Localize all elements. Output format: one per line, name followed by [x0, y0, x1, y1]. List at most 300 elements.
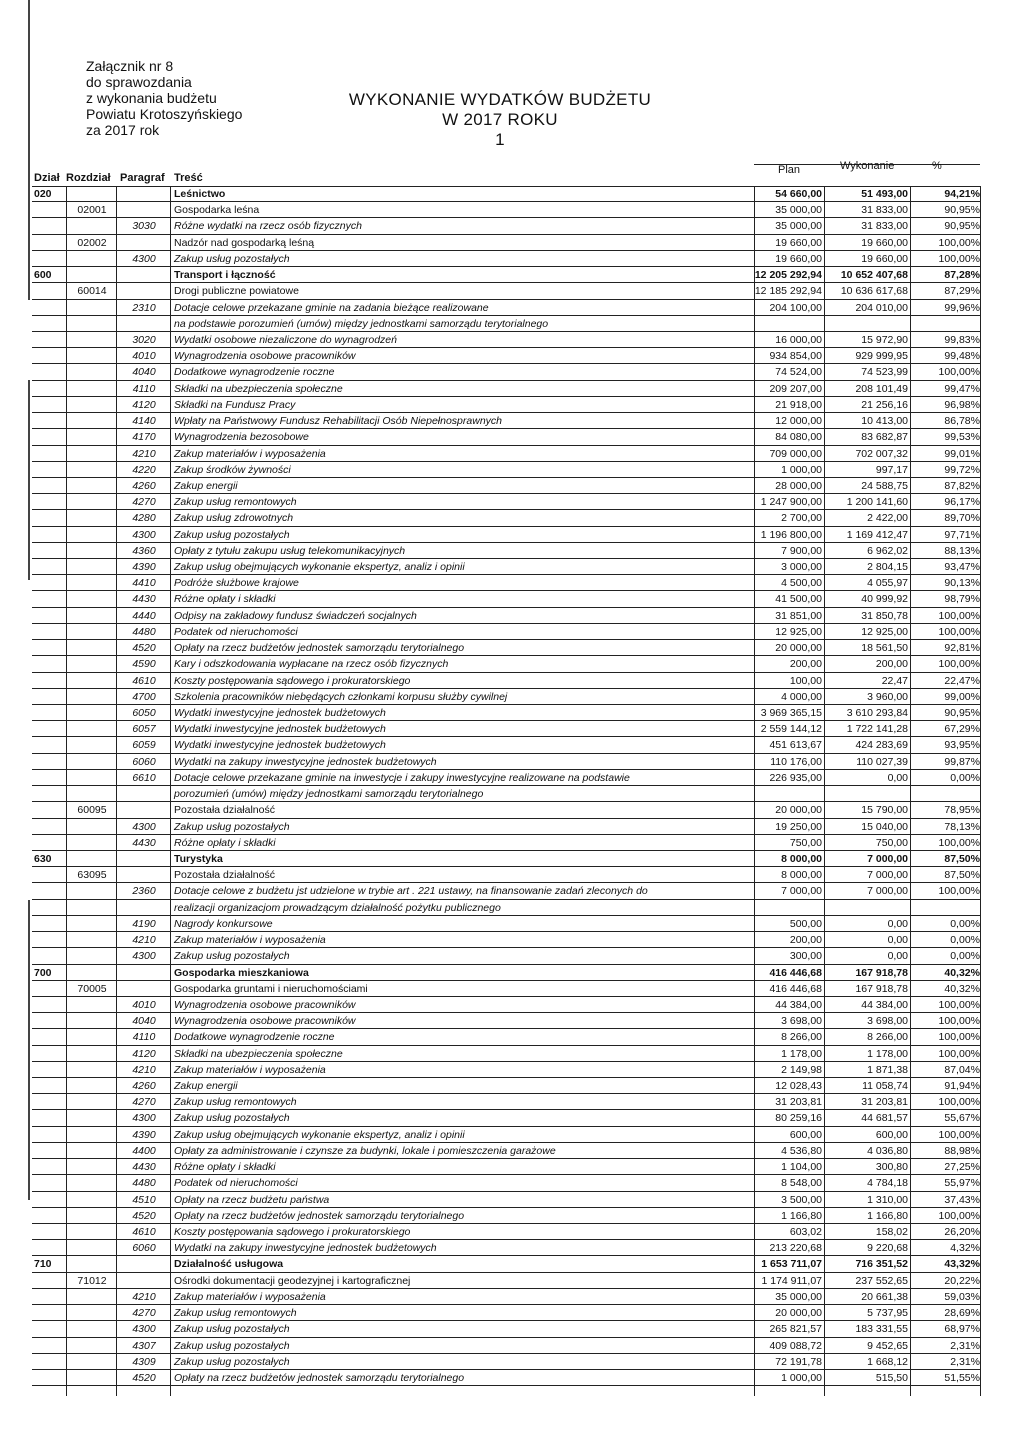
- plan-cell: 300,00: [789, 950, 822, 963]
- table-row: [32, 429, 980, 445]
- paragraf-cell: 4520: [132, 642, 156, 655]
- wykonanie-cell: 3 698,00: [867, 1015, 908, 1028]
- pct-cell: 22,47%: [944, 674, 980, 687]
- pct-cell: 91,94%: [944, 1080, 980, 1093]
- tresc-cell: Koszty postępowania sądowego i prokuratorskiego: [174, 1226, 411, 1238]
- plan-cell: 3 000,00: [781, 561, 822, 574]
- paragraf-cell: 4040: [132, 366, 156, 379]
- table-row: [32, 1305, 980, 1321]
- tresc-cell: Zakup materiałów i wyposażenia: [174, 1290, 326, 1303]
- tresc-cell: Zakup usług obejmujących wykonanie ekspertyz, analiz i opinii: [174, 561, 465, 574]
- col-header-tresc: Treść: [174, 172, 203, 184]
- wykonanie-cell: 0,00: [887, 950, 908, 963]
- tresc-cell: Wynagrodzenia osobowe pracowników: [174, 998, 356, 1011]
- wykonanie-cell: 7 000,00: [867, 885, 908, 898]
- pct-cell: 88,13%: [944, 544, 980, 557]
- tresc-cell: Zakup usług pozostałych: [174, 1355, 290, 1368]
- table-row: [32, 397, 980, 413]
- plan-cell: 7 000,00: [781, 885, 822, 898]
- pct-cell: 100,00%: [938, 658, 980, 671]
- paragraf-cell: 4430: [132, 1161, 156, 1174]
- wykonanie-cell: 83 682,87: [861, 431, 908, 444]
- table-row: [32, 1062, 980, 1078]
- tresc-cell: Zakup usług remontowych: [174, 1096, 297, 1109]
- tresc-cell: Pozostała działalność: [174, 869, 275, 882]
- binder-line: [28, 0, 30, 300]
- pct-cell: 96,98%: [944, 398, 980, 411]
- tresc-cell: Składki na ubezpieczenia społeczne: [174, 382, 343, 395]
- wykonanie-cell: 158,02: [875, 1226, 908, 1238]
- plan-cell: 44 384,00: [775, 998, 822, 1011]
- pct-cell: 86,78%: [944, 415, 980, 428]
- tresc-cell: Zakup energii: [174, 1080, 238, 1093]
- table-row: [32, 1289, 980, 1305]
- wykonanie-cell: 300,80: [875, 1161, 908, 1174]
- paragraf-cell: 4110: [132, 1031, 156, 1044]
- tresc-cell: Dodatkowe wynagrodzenie roczne: [174, 1031, 335, 1044]
- table-row: [32, 835, 980, 851]
- tresc-cell: Zakup usług zdrowotnych: [174, 512, 294, 525]
- tresc-cell: Szkolenia pracowników niebędących członkami korpusu służby cywilnej: [174, 690, 508, 703]
- tresc-cell: Opłaty na rzecz budżetów jednostek samorządu terytorialnego: [174, 1209, 465, 1222]
- wykonanie-cell: 183 331,55: [855, 1323, 908, 1336]
- table-row: [32, 997, 980, 1013]
- wykonanie-cell: 21 256,16: [861, 398, 908, 411]
- plan-cell: 226 935,00: [769, 771, 822, 784]
- pct-cell: 51,55%: [944, 1371, 980, 1384]
- tresc-cell: Wydatki inwestycyjne jednostek budżetowych: [174, 739, 386, 752]
- pct-cell: 100,00%: [938, 1096, 980, 1109]
- wykonanie-cell: 74 523,99: [861, 366, 908, 379]
- plan-cell: 709 000,00: [769, 447, 822, 460]
- wykonanie-cell: 3 960,00: [867, 690, 908, 703]
- dzial-cell: 700: [34, 966, 52, 979]
- paragraf-cell: 4040: [132, 1015, 156, 1028]
- table-row: [32, 1208, 980, 1224]
- table-row: [32, 1013, 980, 1029]
- table-row: [32, 1256, 980, 1272]
- plan-cell: 8 000,00: [781, 869, 822, 882]
- wykonanie-cell: 19 660,00: [861, 252, 908, 265]
- paragraf-cell: 4590: [132, 658, 156, 671]
- plan-cell: 1 178,00: [781, 1047, 822, 1060]
- plan-cell: 209 207,00: [769, 382, 822, 395]
- table-row: [32, 413, 980, 429]
- plan-cell: 204 100,00: [769, 301, 822, 314]
- pct-cell: 100,00%: [938, 1209, 980, 1222]
- table-row: [32, 981, 980, 997]
- pct-cell: 90,95%: [944, 220, 980, 233]
- paragraf-cell: 4440: [132, 609, 156, 622]
- pct-cell: 87,50%: [944, 852, 980, 865]
- paragraf-cell: 6060: [132, 755, 156, 768]
- plan-cell: 2 700,00: [781, 512, 822, 525]
- wykonanie-cell: 1 668,12: [867, 1355, 908, 1368]
- table-row: [32, 494, 980, 510]
- table-row: [32, 543, 980, 559]
- pct-cell: 55,67%: [944, 1112, 980, 1125]
- tresc-cell: Podatek od nieruchomości: [174, 625, 298, 638]
- tresc-cell: Zakup usług pozostałych: [174, 950, 290, 963]
- binder-line: [28, 380, 30, 580]
- table-row: [32, 1354, 980, 1370]
- wykonanie-cell: 11 058,74: [862, 1080, 908, 1093]
- plan-cell: 35 000,00: [775, 220, 822, 233]
- header-line: z wykonania budżetu: [86, 90, 217, 106]
- dzial-cell: 710: [34, 1258, 52, 1271]
- wykonanie-cell: 10 652 407,68: [840, 269, 908, 282]
- table-row: [32, 883, 980, 899]
- tresc-cell: Zakup usług pozostałych: [174, 1339, 290, 1352]
- pct-cell: 100,00%: [938, 625, 980, 638]
- table-row: [32, 348, 980, 364]
- table-row: [32, 786, 980, 802]
- plan-cell: 603,02: [789, 1226, 822, 1238]
- paragraf-cell: 4270: [132, 1307, 156, 1320]
- wykonanie-cell: 15 972,90: [861, 333, 908, 346]
- plan-cell: 2 559 144,12: [760, 723, 822, 736]
- paragraf-cell: 4260: [132, 1080, 156, 1093]
- tresc-cell: Zakup usług obejmujących wykonanie ekspertyz, analiz i opinii: [174, 1128, 465, 1141]
- plan-cell: 200,00: [789, 934, 822, 947]
- plan-cell: 54 660,00: [775, 188, 822, 200]
- wykonanie-cell: 5 737,95: [867, 1307, 908, 1320]
- paragraf-cell: 4300: [132, 820, 156, 833]
- table-row: [32, 235, 980, 251]
- rozdzial-cell: 02002: [77, 236, 107, 249]
- paragraf-cell: 4510: [132, 1193, 156, 1206]
- title-line: WYKONANIE WYDATKÓW BUDŻETU: [348, 90, 652, 109]
- plan-cell: 19 660,00: [775, 252, 822, 265]
- pct-cell: 27,25%: [944, 1161, 980, 1174]
- tresc-cell: Zakup materiałów i wyposażenia: [174, 1063, 326, 1076]
- pct-cell: 59,03%: [944, 1290, 980, 1303]
- tresc-cell: Różne opłaty i składki: [174, 836, 276, 849]
- wykonanie-cell: 4 784,18: [867, 1177, 908, 1190]
- plan-cell: 31 851,00: [775, 609, 822, 622]
- pct-cell: 55,97%: [944, 1177, 980, 1190]
- paragraf-cell: 4520: [132, 1209, 156, 1222]
- table-row: [32, 446, 980, 462]
- rozdzial-cell: 02001: [77, 204, 107, 217]
- paragraf-cell: 4700: [132, 690, 156, 703]
- table-row: [32, 754, 980, 770]
- plan-cell: 1 653 711,07: [761, 1258, 822, 1271]
- wykonanie-cell: 40 999,92: [861, 593, 908, 606]
- pct-cell: 90,13%: [944, 577, 980, 590]
- col-header-wykonanie: Wykonanie: [840, 160, 895, 172]
- tresc-cell: Dodatkowe wynagrodzenie roczne: [174, 366, 335, 379]
- wykonanie-cell: 716 351,52: [855, 1258, 908, 1271]
- wykonanie-cell: 18 561,50: [861, 642, 908, 655]
- pct-cell: 2,31%: [950, 1355, 980, 1368]
- tresc-cell: Transport i łączność: [174, 269, 276, 282]
- table-row: [32, 575, 980, 591]
- col-header-dzial: Dział: [34, 172, 60, 184]
- plan-cell: 100,00: [789, 674, 822, 687]
- table-row: [32, 1078, 980, 1094]
- pct-cell: 100,00%: [938, 1015, 980, 1028]
- wykonanie-cell: 2 804,15: [867, 561, 908, 574]
- wykonanie-cell: 1 310,00: [867, 1193, 908, 1206]
- plan-cell: 19 660,00: [775, 236, 822, 249]
- tresc-cell: Zakup środków żywności: [174, 463, 291, 476]
- tresc-cell: Dotacje celowe przekazane gminie na zadania bieżące realizowane: [174, 301, 489, 314]
- tresc-cell: Wydatki na zakupy inwestycyjne jednostek budżetowych: [174, 755, 437, 768]
- table-row: [32, 916, 980, 932]
- paragraf-cell: 4610: [132, 1226, 156, 1238]
- pct-cell: 78,13%: [944, 820, 980, 833]
- rozdzial-cell: 70005: [77, 982, 107, 995]
- paragraf-cell: 2360: [132, 885, 156, 898]
- pct-cell: 90,95%: [944, 204, 980, 217]
- plan-cell: 3 698,00: [781, 1015, 822, 1028]
- table-row: [32, 689, 980, 705]
- table-row: [32, 900, 980, 916]
- pct-cell: 100,00%: [938, 885, 980, 898]
- tresc-cell: Opłaty za administrowanie i czynsze za budynki, lokale i pomieszczenia garażowe: [174, 1144, 556, 1157]
- plan-cell: 41 500,00: [775, 593, 822, 606]
- tresc-cell: Wpłaty na Państwowy Fundusz Rehabilitacji Osób Niepełnosprawnych: [174, 415, 502, 428]
- table-row: [32, 478, 980, 494]
- wykonanie-cell: 9 452,65: [867, 1339, 908, 1352]
- tresc-cell: Zakup usług remontowych: [174, 1307, 297, 1320]
- tresc-cell: Zakup usług pozostałych: [174, 820, 290, 833]
- tresc-cell: Wydatki inwestycyjne jednostek budżetowych: [174, 723, 386, 736]
- pct-cell: 98,79%: [944, 593, 980, 606]
- paragraf-cell: 4190: [132, 917, 156, 930]
- table-row: [32, 965, 980, 981]
- paragraf-cell: 4120: [132, 398, 156, 411]
- plan-cell: 72 191,78: [775, 1355, 822, 1368]
- tresc-cell: Drogi publiczne powiatowe: [174, 285, 299, 298]
- paragraf-cell: 4220: [132, 463, 156, 476]
- table-row: [32, 656, 980, 672]
- title-line: W 2017 ROKU: [442, 110, 558, 129]
- wykonanie-cell: 200,00: [875, 658, 908, 671]
- tresc-cell: realizacji organizacjom prowadzącym działalność pożytku publicznego: [174, 901, 501, 914]
- tresc-cell: Zakup usług pozostałych: [174, 1323, 290, 1336]
- plan-cell: 8 000,00: [781, 852, 822, 865]
- pct-cell: 99,00%: [944, 690, 980, 703]
- tresc-cell: Dotacje celowe przekazane gminie na inwestycje i zakupy inwestycyjne realizowane na podstawie: [174, 771, 630, 784]
- table-row: [32, 770, 980, 786]
- pct-cell: 99,87%: [944, 755, 980, 768]
- table-row: [32, 1110, 980, 1126]
- pct-cell: 99,48%: [944, 350, 980, 363]
- paragraf-cell: 4270: [132, 1096, 156, 1109]
- paragraf-cell: 4430: [132, 836, 156, 849]
- expenditure-table: [32, 186, 980, 1386]
- table-row: [32, 381, 980, 397]
- pct-cell: 99,72%: [944, 463, 980, 476]
- paragraf-cell: 4120: [132, 1047, 156, 1060]
- paragraf-cell: 4309: [132, 1355, 156, 1368]
- pct-cell: 43,32%: [944, 1258, 980, 1271]
- table-row: [32, 1224, 980, 1240]
- table-row: [32, 591, 980, 607]
- pct-cell: 100,00%: [938, 836, 980, 849]
- table-row: [32, 1159, 980, 1175]
- wykonanie-cell: 515,50: [875, 1371, 908, 1384]
- table-row: [32, 1321, 980, 1337]
- tresc-cell: Wydatki osobowe niezaliczone do wynagrodzeń: [174, 333, 397, 346]
- paragraf-cell: 4170: [132, 431, 156, 444]
- tresc-cell: Dotacje celowe z budżetu jst udzielone w trybie art . 221 ustawy, na finansowanie zadań zleconych do: [174, 885, 648, 898]
- pct-cell: 28,69%: [944, 1307, 980, 1320]
- pct-cell: 96,17%: [944, 496, 980, 509]
- paragraf-cell: 4300: [132, 528, 156, 541]
- pct-cell: 99,01%: [944, 447, 980, 460]
- paragraf-cell: 4260: [132, 479, 156, 492]
- pct-cell: 99,47%: [944, 382, 980, 395]
- pct-cell: 88,98%: [944, 1144, 980, 1157]
- paragraf-cell: 4280: [132, 512, 156, 525]
- wykonanie-cell: 20 661,38: [861, 1290, 908, 1303]
- wykonanie-cell: 208 101,49: [855, 382, 908, 395]
- pct-cell: 89,70%: [944, 512, 980, 525]
- plan-cell: 600,00: [789, 1128, 822, 1141]
- table-row: [32, 867, 980, 883]
- paragraf-cell: 6059: [132, 739, 156, 752]
- pct-cell: 0,00%: [950, 771, 980, 784]
- plan-cell: 213 220,68: [769, 1242, 822, 1255]
- attachment-header: [86, 58, 242, 138]
- pct-cell: 100,00%: [938, 1047, 980, 1060]
- pct-cell: 87,04%: [944, 1063, 980, 1076]
- pct-cell: 93,47%: [944, 561, 980, 574]
- plan-cell: 21 918,00: [775, 398, 822, 411]
- plan-cell: 4 536,80: [781, 1144, 822, 1157]
- plan-cell: 451 613,67: [769, 739, 822, 752]
- plan-cell: 1 174 911,07: [761, 1274, 822, 1287]
- tresc-cell: Koszty postępowania sądowego i prokuratorskiego: [174, 674, 411, 687]
- paragraf-cell: 6057: [132, 723, 156, 736]
- paragraf-cell: 4410: [132, 577, 156, 590]
- wykonanie-cell: 7 000,00: [867, 852, 908, 865]
- wykonanie-cell: 1 871,38: [867, 1063, 908, 1076]
- wykonanie-cell: 204 010,00: [855, 301, 908, 314]
- plan-cell: 16 000,00: [775, 333, 822, 346]
- tresc-cell: porozumień (umów) między jednostkami samorządu terytorialnego: [174, 788, 484, 801]
- tresc-cell: Turystyka: [174, 852, 223, 865]
- wykonanie-cell: 9 220,68: [867, 1242, 908, 1255]
- tresc-cell: Zakup materiałów i wyposażenia: [174, 447, 326, 460]
- wykonanie-cell: 997,17: [875, 463, 908, 476]
- table-row: [32, 202, 980, 218]
- table-row: [32, 186, 980, 202]
- table-row: [32, 527, 980, 543]
- table-row: [32, 1370, 980, 1386]
- table-row: [32, 1029, 980, 1045]
- plan-cell: 12 000,00: [775, 415, 822, 428]
- tresc-cell: Zakup usług pozostałych: [174, 1112, 290, 1125]
- pct-cell: 99,96%: [944, 301, 980, 314]
- wykonanie-cell: 44 384,00: [861, 998, 908, 1011]
- pct-cell: 93,95%: [944, 739, 980, 752]
- pct-cell: 68,97%: [944, 1323, 980, 1336]
- plan-cell: 3 969 365,15: [760, 707, 822, 719]
- table-row: [32, 283, 980, 299]
- table-row: [32, 1175, 980, 1191]
- pct-cell: 87,28%: [944, 269, 980, 282]
- wykonanie-cell: 424 283,69: [855, 739, 908, 752]
- table-row: [32, 737, 980, 753]
- paragraf-cell: 3020: [132, 333, 156, 346]
- plan-cell: 4 500,00: [781, 577, 822, 590]
- wykonanie-cell: 4 055,97: [867, 577, 908, 590]
- pct-cell: 0,00%: [950, 917, 980, 930]
- pct-cell: 78,95%: [944, 804, 980, 817]
- pct-cell: 99,53%: [944, 431, 980, 444]
- paragraf-cell: 4210: [132, 1063, 156, 1076]
- paragraf-cell: 4140: [132, 415, 156, 428]
- wykonanie-cell: 8 266,00: [867, 1031, 908, 1044]
- pct-cell: 87,50%: [944, 869, 980, 882]
- table-row: [32, 267, 980, 283]
- tresc-cell: Leśnictwo: [174, 188, 226, 200]
- wykonanie-cell: 1 722 141,28: [846, 723, 908, 736]
- paragraf-cell: 6050: [132, 707, 156, 719]
- pct-cell: 90,95%: [944, 707, 980, 719]
- col-divider: [980, 186, 981, 1396]
- wykonanie-cell: 750,00: [875, 836, 908, 849]
- plan-cell: 1 166,80: [781, 1209, 822, 1222]
- pct-cell: 100,00%: [938, 998, 980, 1011]
- plan-cell: 1 000,00: [781, 1371, 822, 1384]
- tresc-cell: Wydatki na zakupy inwestycyjne jednostek budżetowych: [174, 1242, 437, 1255]
- wykonanie-cell: 167 918,78: [855, 966, 908, 979]
- wykonanie-cell: 19 660,00: [861, 236, 908, 249]
- pct-cell: 87,29%: [944, 285, 980, 298]
- wykonanie-cell: 929 999,95: [855, 350, 908, 363]
- header-line: Załącznik nr 8: [86, 58, 174, 74]
- table-row: [32, 608, 980, 624]
- table-row: [32, 819, 980, 835]
- plan-cell: 3 500,00: [781, 1193, 822, 1206]
- wykonanie-cell: 1 169 412,47: [846, 528, 908, 541]
- paragraf-cell: 4210: [132, 447, 156, 460]
- pct-cell: 100,00%: [938, 236, 980, 249]
- table-row: [32, 300, 980, 316]
- plan-cell: 750,00: [789, 836, 822, 849]
- table-row: [32, 948, 980, 964]
- table-row: [32, 802, 980, 818]
- plan-cell: 2 149,98: [781, 1063, 822, 1076]
- wykonanie-cell: 1 178,00: [867, 1047, 908, 1060]
- paragraf-cell: 6610: [132, 771, 156, 784]
- plan-cell: 80 259,16: [775, 1112, 822, 1125]
- wykonanie-cell: 6 962,02: [867, 544, 908, 557]
- pct-cell: 97,71%: [944, 528, 980, 541]
- tresc-cell: Różne opłaty i składki: [174, 1161, 276, 1174]
- wykonanie-cell: 10 636 617,68: [840, 285, 908, 298]
- table-row: [32, 1127, 980, 1143]
- table-row: [32, 332, 980, 348]
- paragraf-cell: 4360: [132, 544, 156, 557]
- wykonanie-cell: 22,47: [881, 674, 908, 687]
- table-row: [32, 1240, 980, 1256]
- plan-cell: 84 080,00: [775, 431, 822, 444]
- plan-cell: 20 000,00: [775, 1307, 822, 1320]
- wykonanie-cell: 167 918,78: [855, 982, 908, 995]
- plan-cell: 416 446,68: [769, 966, 822, 979]
- rozdzial-cell: 63095: [77, 869, 107, 882]
- dzial-cell: 600: [34, 269, 52, 282]
- col-header-rozdzial: Rozdział: [66, 172, 111, 184]
- rozdzial-cell: 71012: [77, 1274, 107, 1287]
- paragraf-cell: 4270: [132, 496, 156, 509]
